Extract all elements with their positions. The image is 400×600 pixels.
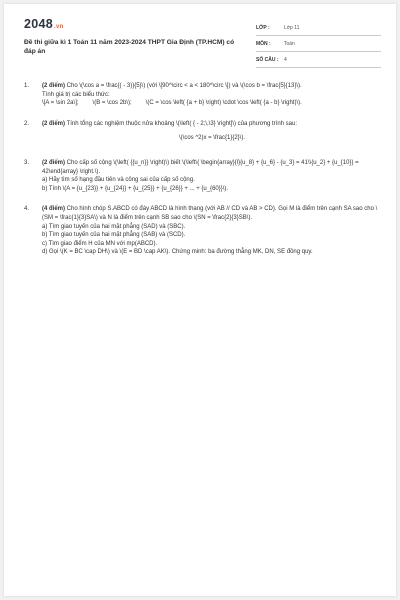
question-number: 3.: [24, 159, 30, 166]
question-number: 2.: [24, 120, 30, 127]
count-value: 4: [284, 56, 287, 63]
sub-question-d: d) Gọi \(K = BC \cap DH\) và \(E = BD \cap AK\). Chứng minh: ba đường thẳng MK, DN, SE đồng quy.: [42, 249, 313, 256]
sub-question-b: b) Tính \(A = {u_{23}} + {u_{24}} + {u_{25}} + {u_{26}} + ... + {u_{60}}\).: [42, 185, 229, 192]
question-1: [24, 82, 382, 108]
document-page: [4, 4, 396, 596]
question-statement: Tính tổng các nghiệm thuộc nửa khoảng \(\left( { - 2;\,\3} \right]\) của phương trình sau:: [65, 120, 298, 127]
class-label: LỚP :: [256, 24, 270, 31]
sub-question-a: a) Tìm giao tuyến của hai mặt phẳng (SAD) và (SBC).: [42, 223, 186, 230]
question-body: [42, 205, 382, 257]
question-text: [42, 159, 382, 176]
expression-c: \(C = \cos \left( {a + b} \right) \cdot \cos \left( {a - b} \right)\).: [145, 100, 302, 107]
question-body: [42, 120, 382, 147]
subject-value: Toán: [284, 40, 295, 47]
question-3: [24, 159, 382, 193]
question-number: 4.: [24, 206, 30, 213]
logo-suffix: .vn: [54, 24, 64, 30]
exam-title: Đề thi giữa kì 1 Toán 11 năm 2023-2024 THPT Gia Định (TP.HCM) có đáp án: [24, 39, 235, 56]
expression-a: \[A = \sin 2a\];: [42, 100, 79, 107]
question-points: (2 điểm): [42, 83, 66, 89]
question-statement: Cho cấp số cộng \(\left( {{u_n}} \right)\) biết \(\left\{ \begin{array}{l}{u_8} + {u_6} - {u_3} = 41\\{u_2} + {u_{10}} = 42\end{array} \right.\).: [42, 159, 359, 175]
question-body: [42, 82, 382, 108]
sub-question-c: c) Tìm giao điểm H của MN với mp(ABCD).: [42, 240, 158, 247]
expression-list: [42, 99, 382, 108]
meta-row-subject: [256, 36, 381, 52]
question-2: [24, 120, 382, 147]
question-points: (2 điểm): [42, 159, 66, 166]
question-instruction: Tính giá trị các biểu thức:: [42, 91, 110, 98]
exam-meta-box: [256, 20, 381, 68]
question-number: 1.: [24, 83, 30, 89]
meta-row-class: [256, 20, 381, 36]
question-statement: Cho hình chóp S.ABCD có đáy ABCD là hình thang (với AB // CD và AB > CD). Gọi M là điểm trên cạnh SA sao cho \(SM = \frac{1}{3}SA\) và N là điểm trên cạnh SB sao cho \(SN = \frac{2}{3}SB\).: [42, 206, 378, 221]
sub-question-a: a) Hãy tìm số hạng đầu tiên và công sai của cấp số cộng.: [42, 177, 195, 184]
meta-row-count: [256, 52, 381, 68]
subject-label: MÔN :: [256, 40, 271, 47]
equation: \(\cos ^2)x = \frac{1}{2}\).: [178, 135, 245, 142]
question-text: [42, 82, 382, 91]
question-list: [24, 82, 382, 269]
question-body: [42, 159, 382, 193]
sub-question-b: b) Tìm giao tuyến của hai mặt phẳng (SAB) và (SCD).: [42, 232, 186, 239]
class-value: Lớp 11: [284, 24, 300, 31]
question-text: [42, 205, 382, 222]
logo-text: 2048: [24, 17, 54, 31]
count-label: SỐ CÂU :: [256, 56, 279, 63]
site-logo[interactable]: [24, 17, 64, 31]
question-4: [24, 205, 382, 257]
question-statement: Cho \(\cos a = \frac{( - 3)}{5}\) (với \[90^\circ < a < 180^\circ \]) và \(\cos b = \frac{5}{13}\).: [65, 83, 302, 89]
question-points: (4 điểm): [42, 206, 66, 213]
expression-b: \(B = \cos 2b\);: [92, 100, 132, 107]
question-points: (2 điểm): [42, 120, 66, 127]
question-text: [42, 120, 382, 129]
